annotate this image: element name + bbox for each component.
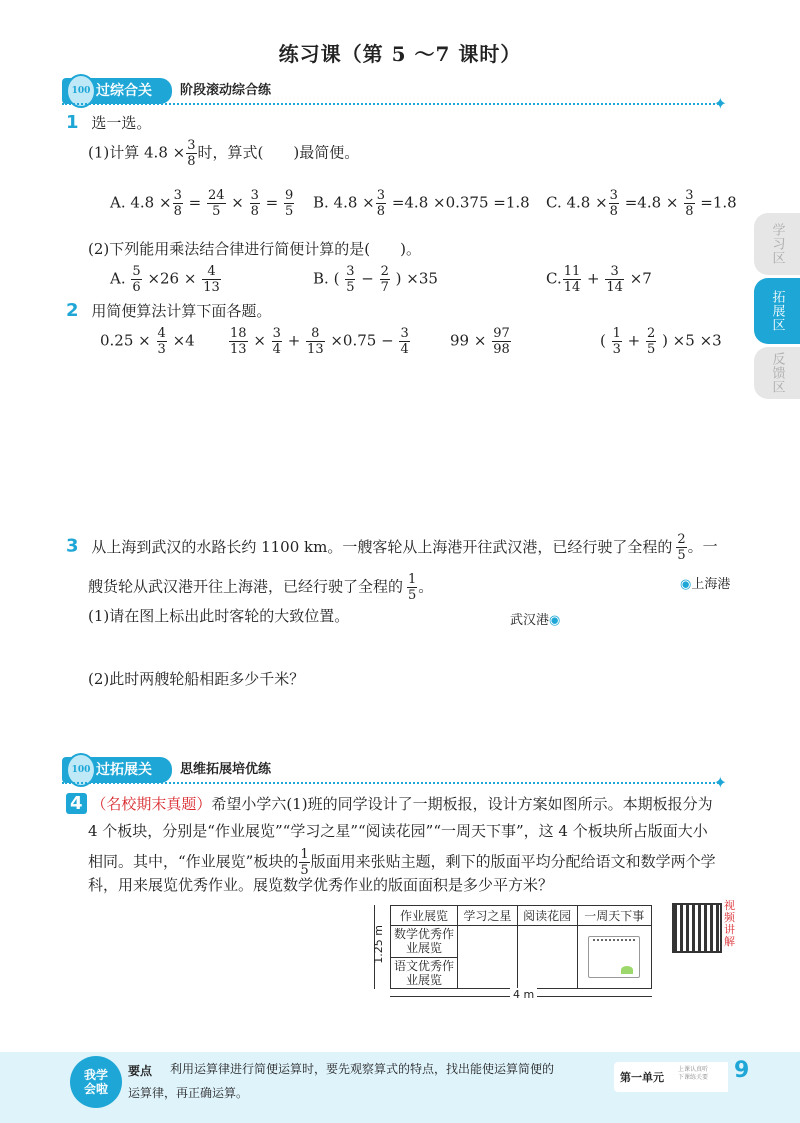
q2-expression-4: ( $\frac{1}{3}$ + $\frac{2}{5}$ ) ×5 ×3: [600, 326, 722, 357]
key-point-label: 要点: [128, 1064, 153, 1078]
question-text: 版面用来张贴主题，剩下的版面平均分配给语文和数学两个学: [310, 852, 716, 871]
page-number: 9: [734, 1058, 750, 1083]
section-badge-label: 过拓展关: [96, 762, 152, 778]
board-reading-cell: [517, 926, 577, 989]
fraction: $\frac{2}{7}$: [380, 264, 389, 295]
video-explain-label[interactable]: 视频讲解: [724, 899, 735, 948]
key-point-text-2: 运算律，再正确运算。: [128, 1086, 249, 1100]
section-header-expansion: [62, 757, 727, 792]
learned-badge: [70, 1056, 122, 1108]
fraction: $\frac{2}{5}$: [647, 326, 656, 357]
fraction: $\frac{3}{14}$: [606, 264, 623, 295]
q1-part2-option-c[interactable]: C. $\frac{11}{14}$ + $\frac{3}{14}$ ×7: [546, 264, 652, 295]
section-subtitle: 阶段滚动综合练: [180, 83, 272, 98]
question-4-line4: 科，用来展览优秀作业。展览数学优秀作业的版面面积是多少平方米？: [88, 876, 554, 894]
badge-100-icon: 100: [66, 74, 96, 108]
fraction: $\frac{9}{5}$: [285, 188, 294, 219]
tab-expand-zone[interactable]: 拓展区: [754, 278, 800, 344]
qr-code-icon[interactable]: [672, 903, 722, 953]
question-3-line2: [88, 572, 433, 603]
unit-tag: [614, 1062, 728, 1092]
fraction: $\frac{3}{8}$: [609, 188, 618, 219]
notepad-icon: [588, 936, 640, 978]
question-text: 从上海到武汉的水路长约 1100 km。一艘客轮从上海港开往武汉港，已经行驶了全程的: [91, 537, 673, 556]
reading-frame-icon: [523, 939, 571, 975]
question-number: 1: [66, 112, 79, 133]
wuhan-port[interactable]: 武汉港◉: [510, 613, 561, 628]
fraction: $\frac{18}{13}$: [230, 326, 247, 357]
fraction: [186, 138, 196, 169]
option-b-label: B.: [313, 269, 329, 288]
section-badge-label: 过综合关: [96, 83, 152, 99]
q1-part2-option-a[interactable]: A. $\frac{5}{6}$ ×26 × $\frac{4}{13}$: [110, 264, 220, 295]
q1-part2: (2)下列能用乘法结合律进行简便计算的是( )。: [88, 240, 421, 258]
fraction: $\frac{4}{3}$: [157, 326, 166, 357]
question-prompt: 选一选。: [91, 114, 152, 132]
board-weekly-cell: [577, 926, 651, 989]
fraction: $\frac{3}{8}$: [173, 188, 182, 219]
section-header-comprehensive: [62, 78, 727, 113]
question-prompt: 用简便算法计算下面各题。: [91, 302, 272, 320]
denominator: 8: [187, 154, 196, 169]
question-1: [66, 112, 151, 133]
fraction: $\frac{8}{13}$: [307, 326, 324, 357]
fraction: $\frac{5}{6}$: [132, 264, 141, 295]
tab-study-zone[interactable]: 学习区: [754, 213, 800, 275]
fraction: $\frac{3}{4}$: [400, 326, 409, 357]
question-4-line2: 4 个板块，分别是“作业展览”“学习之星”“阅读花园”“一周天下事”，这 4 个板块所占版面大小: [88, 822, 708, 840]
board-math-cell: 数学优秀作业展览: [391, 926, 458, 958]
q3-part2: (2)此时两艘轮船相距多少千米？: [88, 670, 305, 688]
question-3: [66, 532, 718, 563]
q1-part1-suffix: 时，算式( )最简便。: [197, 143, 360, 162]
section-subtitle: 思维拓展培优练: [180, 762, 272, 777]
tab-feedback-zone[interactable]: 反馈区: [754, 347, 800, 399]
fraction: $\frac{2}{5}$: [677, 532, 686, 563]
question-number: 2: [66, 300, 79, 321]
star-icon: ✦: [713, 94, 727, 113]
option-a-label: A. 4.8 ×: [110, 193, 172, 212]
q1-option-c[interactable]: C. 4.8 × $\frac{3}{8}$ =4.8 × $\frac{3}{8}$ =1.8: [546, 188, 737, 219]
question-text: 艘货轮从武汉港开往上海港，已经行驶了全程的: [88, 577, 404, 596]
numerator: 3: [187, 138, 196, 153]
q2-expression-2: $\frac{18}{13}$ × $\frac{3}{4}$ + $\frac{8}{13}$ ×0.75 − $\frac{3}{4}$: [230, 326, 409, 357]
q2-expression-1: 0.25 × $\frac{4}{3}$ ×4: [100, 326, 195, 357]
fraction: $\frac{24}{5}$: [207, 188, 225, 219]
q1-part2-option-b[interactable]: B. ( $\frac{3}{5}$ − $\frac{2}{7}$ ) ×35: [313, 264, 438, 295]
q1-option-a[interactable]: A. 4.8 × $\frac{3}{8}$ = $\frac{24}{5}$ × $\frac{3}{8}$ = $\frac{9}{5}$: [110, 188, 294, 219]
fraction: $\frac{3}{8}$: [685, 188, 694, 219]
badge-100-icon: 100: [66, 753, 96, 787]
question-text: 希望小学六(1)班的同学设计了一期板报，设计方案如图所示。本期板报分为: [211, 795, 713, 813]
question-text: 相同。其中，“作业展览”板块的: [88, 852, 299, 871]
fraction: $\frac{3}{5}$: [346, 264, 355, 295]
key-point-text-1: 利用运算律进行简便运算时，要先观察算式的特点，找出能使运算简便的: [170, 1062, 555, 1076]
section-badge: [62, 78, 172, 104]
fraction: $\frac{1}{5}$: [300, 847, 309, 878]
unit-motto: 上课认真听 下课练关要: [678, 1066, 709, 1081]
fraction: $\frac{97}{98}$: [493, 326, 510, 357]
option-a-label: A.: [110, 269, 126, 288]
page-title: 练习课（第 5 ～7 课时）: [278, 42, 522, 66]
question-4: [66, 793, 713, 814]
section-badge: [62, 757, 172, 783]
board-chinese-cell: 语文优秀作业展览: [391, 957, 458, 989]
unit-label: 第一单元: [620, 1071, 664, 1084]
q1-part1-prefix: (1)计算 4.8 ×: [88, 143, 186, 162]
star-icon: ✦: [713, 773, 727, 792]
height-label: 1.25 m: [372, 925, 385, 964]
fraction: $\frac{3}{8}$: [376, 188, 386, 219]
question-text-end: 。一: [687, 537, 718, 556]
option-b-label: B. 4.8 ×: [313, 193, 375, 212]
option-c-label: C. 4.8 ×: [546, 193, 608, 212]
question-text-end: 。: [418, 577, 434, 596]
section-divider: [62, 103, 719, 105]
fraction: $\frac{4}{13}$: [203, 264, 220, 295]
q1-part1: [88, 138, 359, 169]
board-layout-table: [390, 905, 652, 989]
shanghai-port-label: 上海港: [691, 577, 731, 592]
fraction: $\frac{11}{14}$: [563, 264, 581, 295]
width-label: 4 m: [510, 988, 537, 1001]
fraction: $\frac{3}{4}$: [272, 326, 281, 357]
fraction: $\frac{1}{5}$: [408, 572, 417, 603]
question-number: 4: [66, 793, 87, 814]
fraction: $\frac{3}{8}$: [250, 188, 259, 219]
q2-expression-3: 99 × $\frac{97}{98}$: [450, 326, 510, 357]
question-2: [66, 300, 271, 321]
q3-part1: (1)请在图上标出此时客轮的大致位置。: [88, 607, 350, 625]
board-header-weekly: 一周天下事: [577, 906, 651, 926]
board-header-star: 学习之星: [458, 906, 518, 926]
section-divider: [62, 782, 719, 784]
fraction: $\frac{1}{3}$: [612, 326, 621, 357]
board-star-cell: [458, 926, 518, 989]
q1-option-b[interactable]: B. 4.8 × $\frac{3}{8}$ =4.8 ×0.375 =1.8: [313, 188, 530, 219]
question-tag: （名校期末真题）: [91, 795, 212, 813]
wuhan-port-label: 武汉港: [510, 613, 550, 628]
shanghai-port[interactable]: ◉上海港: [680, 577, 731, 592]
board-header-reading: 阅读花园: [517, 906, 577, 926]
question-number: 3: [66, 535, 79, 557]
board-header-homework: 作业展览: [391, 906, 458, 926]
learned-badge-label: 我学会啦: [83, 1068, 108, 1096]
option-c-label: C.: [546, 269, 562, 288]
